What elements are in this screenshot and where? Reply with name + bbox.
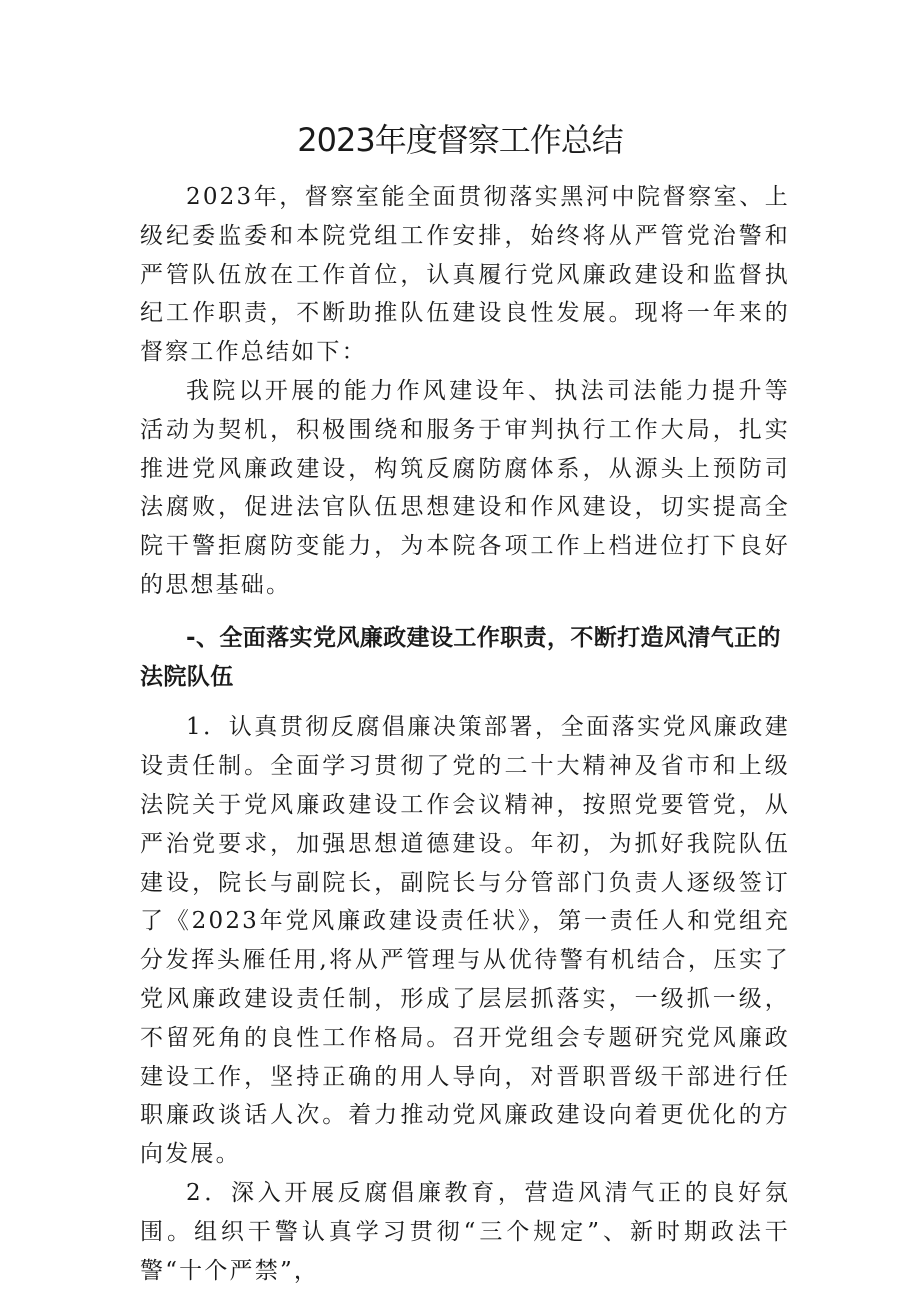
item-1-paragraph: 1．认真贯彻反腐倡廉决策部署，全面落实党风廉政建设责任制。全面学习贯彻了党的二十大精神及省市和上级法院关于党风廉政建设工作会议精神，按照党要管党，从严治党要求，加强思想道德建设。年初，为抓好我院队伍建设，院长与副院长，副院长与分管部门负责人逐级签订了《2023年党风廉政建设责任状》，第一责任人和党组充分发挥头雁任用,将从严管理与从优待警有机结合，压实了党风廉政建设责任制，形成了层层抓落实，一级抓一级，不留死角的良性工作格局。召开党组会专题研究党风廉政建设工作，坚持正确的用人导向，对晋职晋级干部进行任职廉政谈话人次。着力推动党风廉政建设向着更优化的方向发展。 — [140, 714, 790, 1168]
document-body — [140, 178, 790, 1290]
intro-paragraph: 2023年，督察室能全面贯彻落实黑河中院督察室、上级纪委监委和本院党组工作安排，始终将从严管党治警和严管队伍放在工作首位，认真履行党风廉政建设和监督执纪工作职责，不断助推队伍建设良性发展。现将一年来的督察工作总结如下： — [140, 184, 790, 366]
item-2-paragraph: 2．深入开展反腐倡廉教育，营造风清气正的良好氛围。组织干警认真学习贯彻“三个规定”、新时期政法干警“十个严禁”， — [140, 1179, 790, 1284]
section-heading: -、全面落实党风廉政建设工作职责，不断打造风清气正的法院队伍 — [140, 624, 781, 690]
background-paragraph: 我院以开展的能力作风建设年、执法司法能力提升等活动为契机，积极围绕和服务于审判执行工作大局，扎实推进党风廉政建设，构筑反腐防腐体系，从源头上预防司法腐败，促进法官队伍思想建设和作风建设，切实提高全院干警拒腐防变能力，为本院各项工作上档进位打下良好的思想基础。 — [140, 377, 790, 598]
document-title: 2023年度督察工作总结 — [297, 121, 623, 159]
